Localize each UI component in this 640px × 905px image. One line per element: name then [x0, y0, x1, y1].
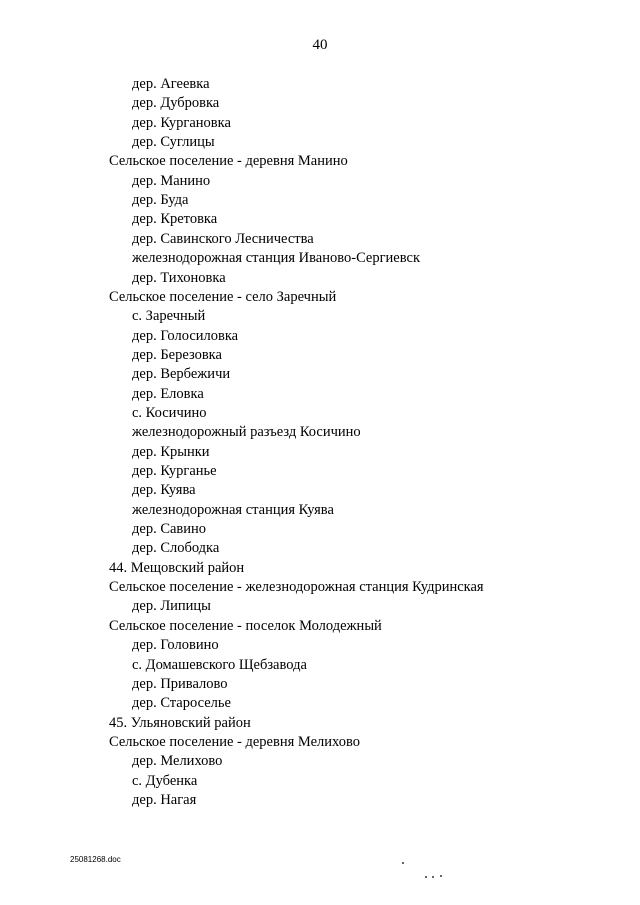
list-item: дер. Нагая: [132, 791, 197, 808]
list-item: дер. Староселье: [132, 695, 231, 712]
list-item: с. Домашевского Щебзавода: [132, 656, 307, 673]
section-heading: Сельское поселение - деревня Манино: [109, 153, 348, 170]
list-item: с. Заречный: [132, 308, 206, 325]
list-item: с. Дубенка: [132, 772, 198, 789]
scan-speck: [440, 875, 442, 877]
section-heading: Сельское поселение - деревня Мелихово: [109, 733, 360, 750]
list-item: с. Косичино: [132, 404, 207, 421]
page-number: 40: [312, 37, 328, 53]
section-heading: Сельское поселение - железнодорожная станция Кудринская: [109, 579, 484, 596]
scan-speck: [425, 876, 427, 878]
list-item: дер. Кретовка: [132, 211, 218, 228]
list-item: железнодорожная станция Куява: [132, 501, 334, 518]
scan-speck: [432, 876, 434, 878]
list-item: дер. Савинского Лесничества: [132, 230, 314, 247]
list-item: дер. Куява: [132, 482, 196, 499]
list-item: дер. Вербежичи: [132, 366, 231, 383]
list-item: дер. Березовка: [132, 346, 222, 363]
section-heading: Сельское поселение - село Заречный: [109, 288, 337, 305]
footer-doc-code: 25081268.doc: [70, 855, 121, 864]
list-item: железнодорожный разъезд Косичино: [132, 424, 361, 441]
section-heading: 45. Ульяновский район: [109, 714, 251, 731]
list-item: дер. Тихоновка: [132, 269, 226, 286]
section-heading: Сельское поселение - поселок Молодежный: [109, 617, 382, 634]
list-item: дер. Привалово: [132, 675, 228, 692]
list-item: дер. Агеевка: [132, 76, 210, 92]
list-item: дер. Курганье: [132, 463, 217, 479]
list-item: дер. Голосиловка: [132, 327, 239, 344]
list-item: дер. Головино: [132, 637, 219, 654]
list-item: дер. Манино: [132, 172, 211, 189]
list-item: дер. Буда: [132, 192, 189, 209]
list-item: дер. Суглицы: [132, 134, 215, 151]
list-item: дер. Слободка: [132, 540, 220, 557]
list-item: дер. Еловка: [132, 385, 204, 402]
scan-speck: [402, 862, 404, 864]
list-item: дер. Кургановка: [132, 114, 231, 131]
list-item: дер. Мелихово: [132, 753, 223, 770]
list-item: дер. Крынки: [132, 443, 210, 460]
list-item: дер. Липицы: [132, 598, 211, 615]
list-item: дер. Дубровка: [132, 95, 220, 112]
list-item: дер. Савино: [132, 521, 207, 538]
section-heading: 44. Мещовский район: [109, 559, 245, 576]
list-item: железнодорожная станция Иваново-Сергиевск: [132, 250, 420, 267]
